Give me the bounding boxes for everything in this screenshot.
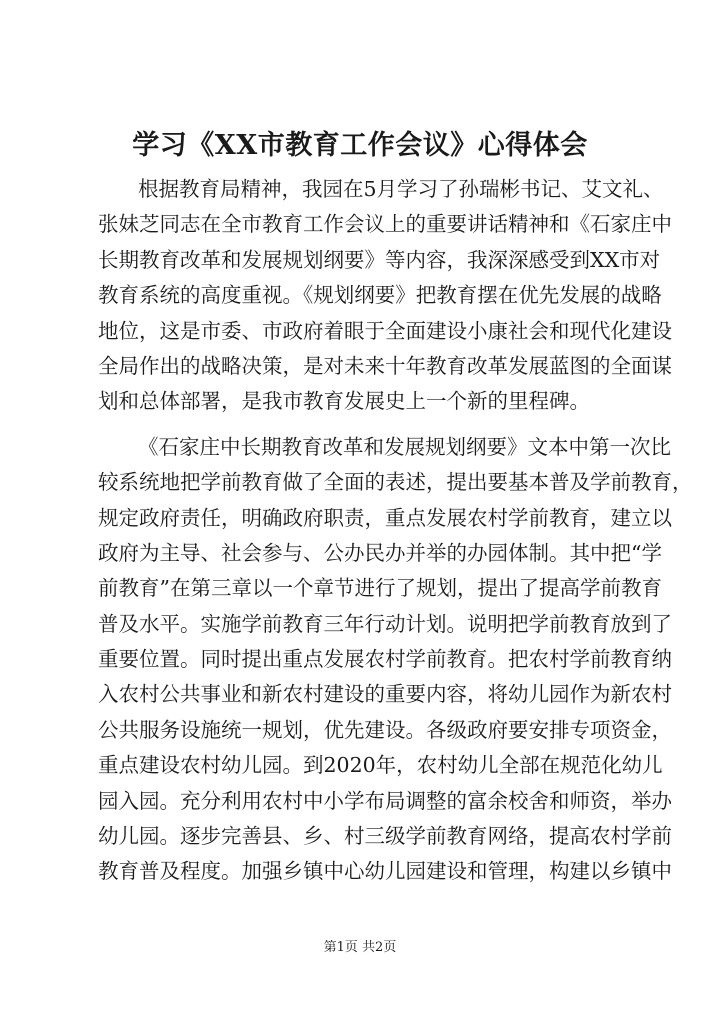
paragraph bbox=[98, 430, 693, 890]
text-line: 长期教育改革和发展规划纲要》等内容，我深深感受到XX市对 bbox=[98, 247, 661, 272]
text-line: 前教育”在第三章以一个章节进行了规划，提出了提高学前教育 bbox=[98, 576, 662, 601]
document-title: 学习《XX市教育工作会议》心得体会 bbox=[132, 130, 588, 161]
paragraph bbox=[98, 172, 672, 420]
text-line: 政府为主导、社会参与、公办民办并举的办园体制。其中把“学 bbox=[98, 540, 662, 565]
text-line: 地位，这是市委、市政府着眼于全面建设小康社会和现代化建设 bbox=[98, 318, 672, 343]
text-line: 根据教育局精神，我园在5月学习了孙瑞彬书记、艾文礼、 bbox=[138, 177, 664, 201]
text-line: 较系统地把学前教育做了全面的表述，提出要基本普及学前教育， bbox=[98, 470, 693, 495]
text-line: 规定政府责任，明确政府职责，重点发展农村学前教育，建立以 bbox=[98, 505, 672, 530]
text-line: 《石家庄中长期教育改革和发展规划纲要》文本中第一次比 bbox=[138, 434, 671, 459]
text-line: 园入园。充分利用农村中小学布局调整的富余校舍和师资，举办 bbox=[98, 788, 672, 813]
text-line: 入农村公共事业和新农村建设的重要内容，将幼儿园作为新农村 bbox=[98, 682, 672, 707]
text-line: 全局作出的战略决策，是对未来十年教育改革发展蓝图的全面谋 bbox=[98, 353, 672, 378]
text-line: 公共服务设施统一规划，优先建设。各级政府要安排专项资金， bbox=[98, 717, 672, 742]
paragraph-gap bbox=[98, 420, 646, 430]
text-line: 划和总体部署，是我市教育发展史上一个新的里程碑。 bbox=[98, 389, 590, 414]
text-line: 重点建设农村幼儿园。到2020年，农村幼儿全部在规范化幼儿 bbox=[98, 753, 663, 778]
text-line: 张妹芝同志在全市教育工作会议上的重要讲话精神和《石家庄中 bbox=[98, 212, 672, 237]
text-line: 教育普及程度。加强乡镇中心幼儿园建设和管理，构建以乡镇中 bbox=[98, 859, 672, 884]
text-line: 教育系统的高度重视。《规划纲要》把教育摆在优先发展的战略 bbox=[98, 283, 662, 308]
text-line: 普及水平。实施学前教育三年行动计划。说明把学前教育放到了 bbox=[98, 611, 672, 636]
document-body bbox=[98, 172, 693, 890]
page-number-footer: 第1页 共2页 bbox=[323, 940, 397, 955]
text-line: 幼儿园。逐步完善县、乡、村三级学前教育网络，提高农村学前 bbox=[98, 824, 672, 849]
text-line: 重要位置。同时提出重点发展农村学前教育。把农村学前教育纳 bbox=[98, 647, 672, 672]
